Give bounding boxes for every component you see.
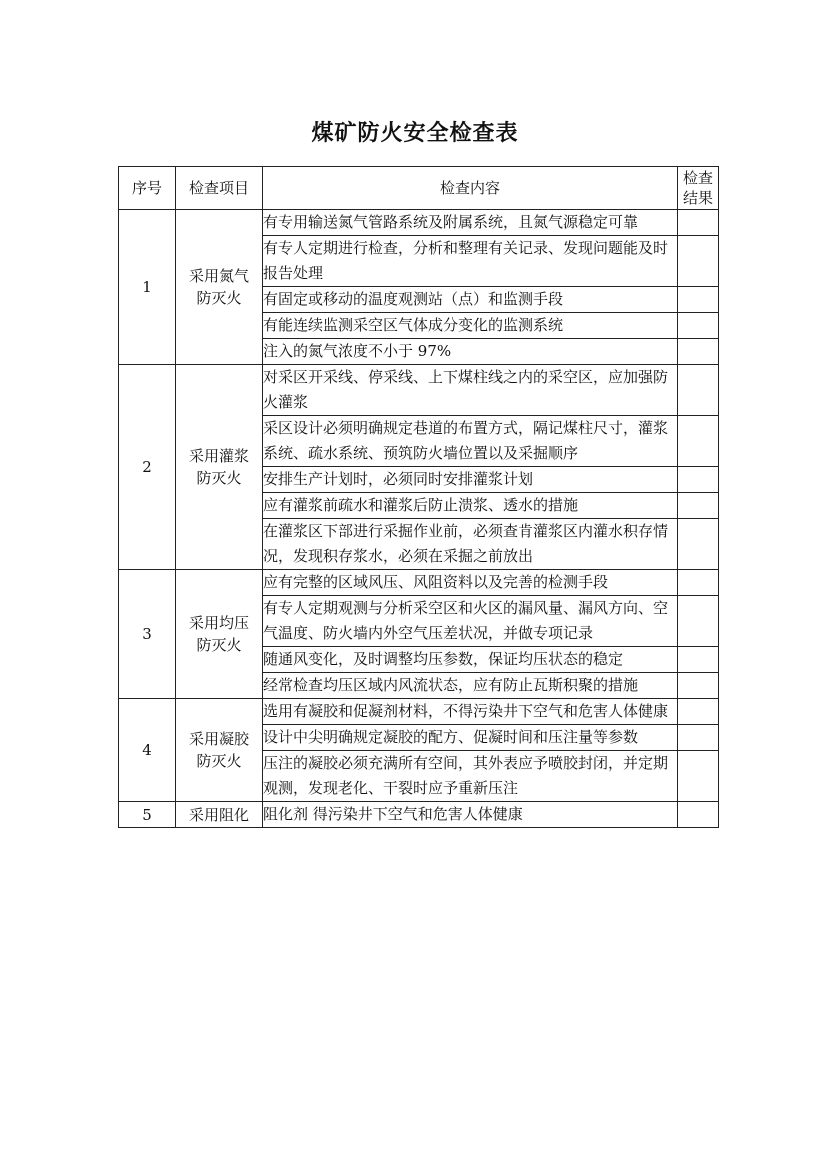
check-result[interactable] — [678, 339, 719, 365]
check-result[interactable] — [678, 802, 719, 828]
check-result[interactable] — [678, 467, 719, 493]
check-content: 设计中尖明确规定凝胶的配方、促凝时间和压注量等参数 — [263, 725, 678, 751]
check-result[interactable] — [678, 365, 719, 416]
check-result[interactable] — [678, 570, 719, 596]
check-content: 有能连续监测采空区气体成分变化的监测系统 — [263, 313, 678, 339]
group-item-text: 采用灌浆防灭火 — [188, 447, 249, 487]
group-item-text: 采用氮气防灭火 — [188, 267, 249, 307]
table-row — [119, 365, 719, 416]
check-content: 对采区开采线、停采线、上下煤柱线之内的采空区，应加强防火灌浆 — [263, 365, 678, 416]
check-content: 应有灌浆前疏水和灌浆后防止溃浆、透水的措施 — [263, 493, 678, 519]
check-content: 安排生产计划时，必须同时安排灌浆计划 — [263, 467, 678, 493]
check-content: 阻化剂 得污染井下空气和危害人体健康 — [263, 802, 678, 828]
group-number: 2 — [119, 365, 176, 570]
check-result[interactable] — [678, 519, 719, 570]
group-number: 4 — [119, 699, 176, 802]
group-item — [176, 210, 263, 365]
table-row — [119, 802, 719, 828]
check-result[interactable] — [678, 725, 719, 751]
group-item: 采用阻化 — [176, 802, 263, 828]
group-item-text: 采用凝胶防灭火 — [188, 730, 249, 770]
check-content: 随通风变化，及时调整均压参数，保证均压状态的稳定 — [263, 647, 678, 673]
table-row — [119, 210, 719, 236]
check-result[interactable] — [678, 416, 719, 467]
check-result[interactable] — [678, 596, 719, 647]
group-item — [176, 699, 263, 802]
check-result[interactable] — [678, 313, 719, 339]
group-number: 1 — [119, 210, 176, 365]
check-result[interactable] — [678, 236, 719, 287]
header-result-text: 检查结果 — [682, 169, 713, 207]
check-result[interactable] — [678, 751, 719, 802]
check-content: 压注的凝胶必须充满所有空间，其外表应予喷胶封闭，并定期观测，发现老化、干裂时应予重新压注 — [263, 751, 678, 802]
table-row — [119, 699, 719, 725]
check-content: 有专人定期进行检查，分析和整理有关记录、发现问题能及时报告处理 — [263, 236, 678, 287]
inspection-table — [118, 166, 719, 828]
check-result[interactable] — [678, 287, 719, 313]
group-item — [176, 365, 263, 570]
group-item — [176, 570, 263, 699]
check-content: 选用有凝胶和促凝剂材料，不得污染井下空气和危害人体健康 — [263, 699, 678, 725]
check-result[interactable] — [678, 210, 719, 236]
header-result — [678, 167, 719, 210]
header-no: 序号 — [119, 167, 176, 210]
check-result[interactable] — [678, 699, 719, 725]
page-title: 煤矿防火安全检查表 — [311, 121, 519, 146]
check-content: 采区设计必须明确规定巷道的布置方式，隔记煤柱尺寸，灌浆系统、疏水系统、预筑防火墙位置以及采掘顺序 — [263, 416, 678, 467]
check-content: 注入的氮气浓度不小于 97% — [263, 339, 678, 365]
check-result[interactable] — [678, 673, 719, 699]
check-content: 应有完整的区域风压、风阻资料以及完善的检测手段 — [263, 570, 678, 596]
check-content: 有专用输送氮气管路系统及附属系统，且氮气源稳定可靠 — [263, 210, 678, 236]
table-header-row — [119, 167, 719, 210]
check-result[interactable] — [678, 493, 719, 519]
group-item-text: 采用均压防灭火 — [188, 614, 249, 654]
group-number: 3 — [119, 570, 176, 699]
check-content: 经常检查均压区域内风流状态，应有防止瓦斯积聚的措施 — [263, 673, 678, 699]
check-content: 有专人定期观测与分析采空区和火区的漏风量、漏风方向、空气温度、防火墙内外空气压差状况，并做专项记录 — [263, 596, 678, 647]
check-content: 有固定或移动的温度观测站（点）和监测手段 — [263, 287, 678, 313]
table-row — [119, 570, 719, 596]
header-item: 检查项目 — [176, 167, 263, 210]
check-result[interactable] — [678, 647, 719, 673]
header-content: 检查内容 — [263, 167, 678, 210]
check-content: 在灌浆区下部进行采掘作业前，必须查肯灌浆区内灌水积存情况，发现积存浆水，必须在采掘之前放出 — [263, 519, 678, 570]
group-number: 5 — [119, 802, 176, 828]
